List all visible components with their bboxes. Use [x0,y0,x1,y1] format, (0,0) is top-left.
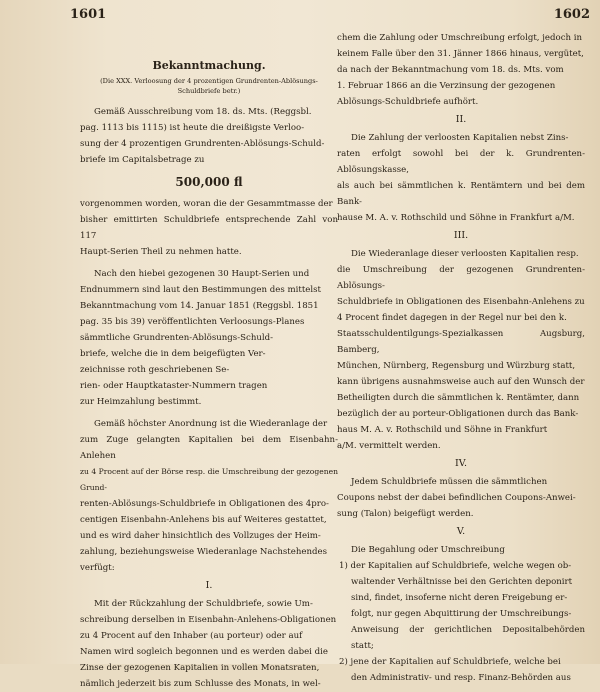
text-line: München, Nürnberg, Regensburg und Würzburg statt, [337,361,576,371]
text-line: schreibung derselben in Eisenbahn-Anlehens-Obligationen [80,615,337,625]
text-line: Bekanntmachung vom 14. Januar 1851 (Reggsbl. 1851 [80,301,319,311]
text-line: haus M. A. v. Rothschild und Söhne in Frankfurt [337,425,548,435]
text-line: Die Begahlung oder Umschreibung [351,545,505,555]
text-line: Endnummern sind laut den Bestimmungen des mittelst [80,285,321,295]
section-heading: III. [453,230,469,241]
text-line: kann übrigens ausnahmsweise auch auf den Wunsch der [337,377,585,387]
list-item-line: Anweisung der gerichtlichen Depositalbehörden statt; [351,625,585,651]
text-line: centigen Eisenbahn-Anlehens bis auf Weiteres gestattet, [80,515,327,525]
text-line: briefe, welche die in dem beigefügten Ver- [80,349,266,359]
text-line: Coupons nebst der dabei befindlichen Coupons-Anwei- [337,493,576,503]
text-line: zahlung, beziehungsweise Wiederanlage Nachstehendes [80,547,328,557]
text-line: und es wird daher hinsichtlich des Vollzuges der Heim- [80,531,321,541]
text-line: sämmtliche Grundrenten-Ablösungs-Schuld- [80,333,274,343]
text-line: verfügt: [80,563,115,573]
text-line: sung (Talon) beigefügt werden. [337,509,474,519]
amount: 500,000 fl [175,175,243,189]
text-line: Jedem Schuldbriefe müssen die sämmtlichen [351,477,548,487]
text-line: Gemäß Ausschreibung vom 18. ds. Mts. (Reggsbl. [94,107,312,117]
left-column [80,58,338,692]
text-line: Betheiligten durch die sämmtlichen k. Rentämter, dann [337,393,580,403]
text-line: hause M. A. v. Rothschild und Söhne in Frankfurt a/M. [337,213,575,223]
text-line: a/M. vermittelt werden. [337,441,441,451]
text-line: briefe im Capitalsbetrage zu [80,155,205,165]
text-line: zeichnisse roth geschriebenen Se- [80,365,230,375]
text-line: Schuldbriefe in Obligationen des Eisenbahn-Anlehens zu [337,297,585,307]
list-item-line: 1) der Kapitalien auf Schuldbriefe, welche wegen ob- [339,561,572,571]
text-line: vorgenommen worden, woran die der Gesammtmasse der [80,199,333,209]
text-line: renten-Ablösungs-Schuldbriefe in Obligationen des 4pro- [80,499,329,509]
text-line: Die Wiederanlage dieser verloosten Kapitalien resp. [351,249,579,259]
right-page-number: 1602 [553,7,590,22]
text-line: 4 Procent findet dagegen in der Regel nur bei den k. [337,313,567,323]
text-line: 1. Februar 1866 an die Verzinsung der gezogenen [337,81,556,91]
text-line: Ablösungs-Schuldbriefe aufhört. [337,97,479,107]
section-heading: IV. [455,458,467,469]
list-item-line: waltender Verhältnisse bei den Gerichten deponirt [351,577,573,587]
text-line: pag. 1113 bis 1115) ist heute die dreißigste Verloo- [80,123,305,133]
text-line: Zinse der gezogenen Kapitalien in vollen Monatsraten, [80,663,320,673]
text-line: zu 4 Procent auf der Börse resp. die Umschreibung der gezogenen Grund- [80,467,338,492]
text-line: Haupt-Serien Theil zu nehmen hatte. [80,247,242,257]
text-line: die Umschreibung der gezogenen Grundrenten-Ablösungs- [337,265,585,291]
section-heading: V. [456,526,466,537]
left-page-number: 1601 [70,7,107,22]
text-line: Gemäß höchster Anordnung ist die Wiederanlage der [94,419,328,429]
notice-subtitle: (Die XXX. Verloosung der 4 prozentigen Grundrenten-Ablösungs-Schuldbriefe betr.) [100,77,318,95]
text-line: Staatsschuldentilgungs-Spezialkassen Augsburg, Bamberg, [337,329,585,355]
list-item-line: 2) jene der Kapitalien auf Schuldbriefe, welche bei [339,657,561,667]
text-line: pag. 35 bis 39) veröffentlichten Verloosungs-Planes [80,317,305,327]
section-heading: I. [205,580,213,591]
text-line: chem die Zahlung oder Umschreibung erfolgt, jedoch in [337,33,583,43]
text-line: zu 4 Procent auf den Inhaber (au porteur) oder auf [80,631,303,641]
notice-title: Bekanntmachung. [152,59,266,72]
text-line: rien- oder Hauptkataster-Nummern tragen [80,381,268,391]
text-line: keinem Falle über den 31. Jänner 1866 hinaus, vergütet, [337,49,584,59]
text-line: sung der 4 prozentigen Grundrenten-Ablösungs-Schuld- [80,139,325,149]
text-line: nämlich jederzeit bis zum Schlusse des Monats, in wel- [80,679,321,689]
text-line: bisher emittirten Schuldbriefe entsprechende Zahl von 117 [80,215,338,241]
text-line: als auch bei sämmtlichen k. Rentämtern und bei dem Bank- [337,181,585,207]
text-line: Die Zahlung der verloosten Kapitalien nebst Zins- [351,133,569,143]
text-line: raten erfolgt sowohl bei der k. Grundrenten-Ablösungskasse, [337,149,585,175]
text-line: zur Heimzahlung bestimmt. [80,397,202,407]
list-item-line: folgt, nur gegen Abquittirung der Umschreibungs- [351,609,572,619]
text-line: Nach den hiebei gezogenen 30 Haupt-Serien und [94,269,310,279]
text-line: Mit der Rückzahlung der Schuldbriefe, sowie Um- [94,599,313,609]
text-line: zum Zuge gelangten Kapitalien bei dem Eisenbahn-Anlehen [80,435,338,461]
right-column [337,30,585,686]
section-heading: II. [455,114,467,125]
text-line: da nach der Bekanntmachung vom 18. ds. Mts. vom [337,65,564,75]
list-item-line: den Administrativ- und resp. Finanz-Behörden aus [351,673,571,683]
text-line: Namen wird sogleich begonnen und es werden dabei die [80,647,328,657]
list-item-line: sind, findet, insoferne nicht deren Freigebung er- [351,593,568,603]
text-line: bezüglich der au porteur-Obligationen durch das Bank- [337,409,579,419]
